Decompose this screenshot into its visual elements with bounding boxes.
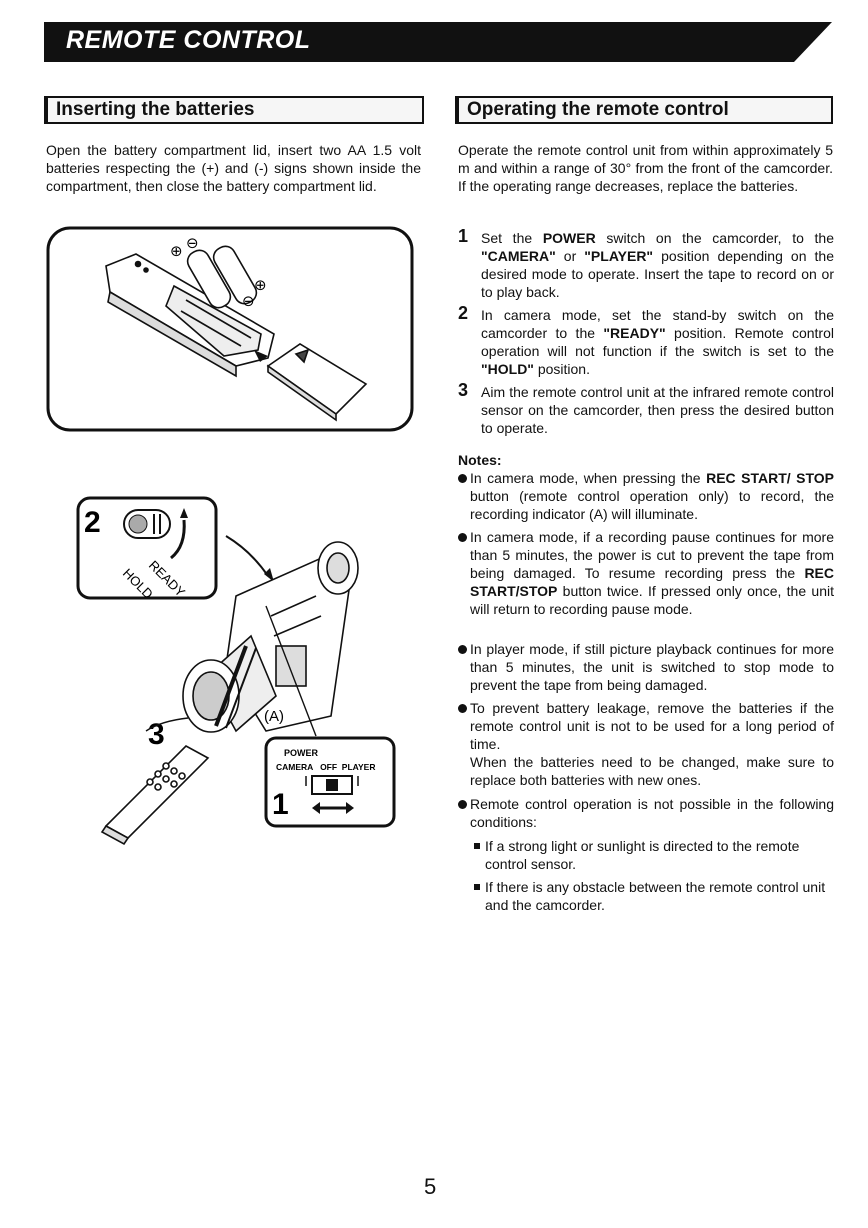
square-bullet-icon [474, 884, 480, 890]
note-5: Remote control operation is not possible in the following conditions: [458, 795, 834, 831]
section-heading-operating [455, 96, 833, 124]
condition-2: If there is any obstacle between the remote control unit and the camcorder. [474, 878, 834, 914]
bullet-icon [458, 800, 467, 809]
svg-text:⊕: ⊕ [170, 242, 183, 260]
step2-label: 2 [84, 506, 101, 539]
note-3: In player mode, if still picture playback continues for more than 5 minutes, the unit is switched to stop mode to prevent the tape from being damaged. [458, 640, 834, 694]
battery-insertion-figure [46, 226, 414, 432]
step-2: 2 In camera mode, set the stand-by switch on the camcorder to the "READY" position. Remote control operation will not function if the switch is set to the "HOLD" position. [458, 303, 834, 377]
hold-label: HOLD [119, 565, 157, 602]
step1-label: 1 [272, 788, 289, 821]
bullet-icon [458, 474, 467, 483]
condition-1: If a strong light or sunlight is directed to the remote control sensor. [474, 837, 834, 873]
ready-label: READY [145, 557, 189, 600]
battery-lid-illustration [268, 344, 366, 420]
bullet-icon [458, 533, 467, 542]
power-label: POWER [284, 748, 319, 758]
banner-title: REMOTE CONTROL [66, 26, 311, 54]
svg-text:⊕: ⊕ [254, 276, 267, 294]
step3-label: 3 [148, 718, 165, 751]
remote-in-hand-illustration [102, 746, 208, 844]
bullet-icon [458, 704, 467, 713]
note-1: In camera mode, when pressing the REC START/ STOP button (remote control operation only) to record, the recording indicator (A) will illuminate. [458, 469, 834, 523]
svg-text:⊖: ⊖ [242, 292, 255, 310]
page-banner [44, 22, 832, 62]
page-number: 5 [424, 1174, 437, 1199]
section-heading-batteries [44, 96, 424, 124]
indicator-label: (A) [264, 708, 284, 725]
square-bullet-icon [474, 843, 480, 849]
step-number: 3 [458, 380, 469, 400]
step-3: 3 Aim the remote control unit at the infrared remote control sensor on the camcorder, then press the desired button to operate. [458, 380, 834, 436]
step-number: 1 [458, 226, 469, 246]
power-modes-label: CAMERA OFF PLAYER [276, 762, 376, 772]
step-1: 1 Set the POWER switch on the camcorder, to the "CAMERA" or "PLAYER" position depending on the desired mode to operate. Insert the tape to record on or to play back. [458, 226, 835, 300]
camcorder-operation-figure [76, 496, 406, 846]
batteries-intro: Open the battery compartment lid, insert two AA 1.5 volt batteries respecting the (+) and (-) signs shown inside the compartment, then close the battery compartment lid. [46, 142, 421, 194]
note-4: To prevent battery leakage, remove the batteries if the remote control unit is not to be used for a long period of time. When the batteries need to be changed, make sure to replace both batteries with new ones. [458, 699, 834, 789]
remote-body-illustration [106, 254, 274, 376]
notes-heading: Notes: [458, 452, 502, 468]
operating-intro: Operate the remote control unit from within approximately 5 m and within a range of 30° from the front of the camcorder. If the operating range decreases, replace the batteries. [458, 142, 833, 194]
svg-text:⊖: ⊖ [186, 234, 199, 252]
note-2: In camera mode, if a recording pause continues for more than 5 minutes, the power is cut to prevent the tape from being damaged. To resume recording press the REC START/STOP button twice. If pressed only once, the unit will return to recording pause mode. [458, 528, 834, 618]
heading-text: Operating the remote control [467, 99, 729, 120]
bullet-icon [458, 645, 467, 654]
heading-text: Inserting the batteries [56, 99, 255, 120]
step-number: 2 [458, 303, 469, 323]
